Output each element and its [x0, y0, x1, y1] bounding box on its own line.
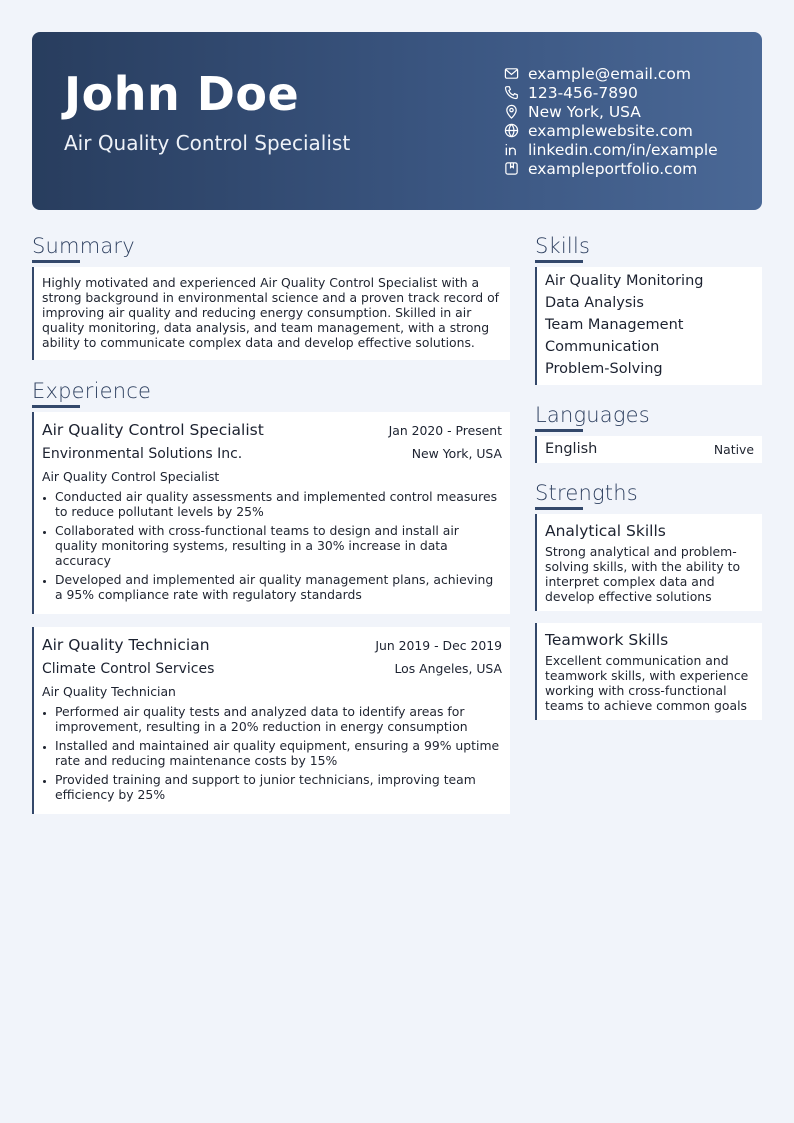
company-name: Environmental Solutions Inc. [42, 446, 243, 462]
bullet-item: • Collaborated with cross-functional teams to design and install air quality monitoring systems, resulting in a 30% increase in data accuracy [55, 523, 502, 568]
job-location: New York, USA [411, 446, 502, 461]
bullet-item: • Installed and maintained air quality equipment, ensuring a 99% uptime rate and reducing maintenance costs by 15% [55, 738, 502, 768]
experience-heading: Experience [32, 379, 152, 403]
job-dates: Jan 2020 - Present [388, 423, 502, 438]
contact-phone-text: 123-456-7890 [528, 83, 638, 102]
experience-item-header [42, 420, 502, 440]
resume-header [32, 32, 762, 210]
company-name: Climate Control Services [42, 661, 215, 677]
contact-location [504, 102, 754, 121]
globe-icon [504, 123, 519, 138]
strength-title: Analytical Skills [545, 522, 666, 540]
contact-website-text: examplewebsite.com [528, 121, 693, 140]
skill-item: Data Analysis [545, 295, 644, 311]
job-bullets [42, 704, 502, 802]
skill-item: Communication [545, 339, 660, 355]
job-subtitle: Air Quality Technician [42, 684, 176, 699]
contact-portfolio-text: exampleportfolio.com [528, 159, 698, 178]
section-underline [535, 429, 583, 432]
bullet-item: • Conducted air quality assessments and implemented control measures to reduce pollutant levels by 25% [55, 489, 502, 519]
contact-linkedin-text: linkedin.com/in/example [528, 140, 718, 159]
contact-linkedin[interactable] [504, 140, 754, 159]
job-dates: Jun 2019 - Dec 2019 [375, 638, 502, 653]
skill-item: Air Quality Monitoring [545, 273, 704, 289]
strengths-heading: Strengths [535, 481, 638, 505]
skill-item: Team Management [545, 317, 684, 333]
experience-section [32, 377, 510, 814]
main-column [32, 232, 510, 814]
experience-item-company-row [42, 660, 502, 678]
contact-phone[interactable] [504, 83, 754, 102]
bullet-item: • Performed air quality tests and analyzed data to identify areas for improvement, resulting in a 20% reduction in energy consumption [55, 704, 502, 734]
job-title: Air Quality Technician [42, 636, 210, 654]
languages-heading: Languages [535, 403, 650, 427]
summary-card [32, 267, 510, 360]
experience-item [32, 412, 510, 614]
contact-portfolio[interactable] [504, 159, 754, 178]
experience-item-header [42, 635, 502, 655]
skills-heading: Skills [535, 234, 591, 258]
strengths-section [535, 479, 762, 720]
mail-icon [504, 66, 519, 81]
strength-description: Strong analytical and problem-solving skills, with the ability to interpret complex data and develop effective solutions [545, 544, 741, 604]
language-name: English [545, 441, 598, 457]
contact-website[interactable] [504, 121, 754, 140]
strength-description: Excellent communication and teamwork skills, with experience working with cross-functional teams to achieve common goals [545, 653, 749, 713]
experience-item [32, 627, 510, 814]
summary-heading: Summary [32, 234, 135, 258]
strength-item [535, 623, 762, 720]
contact-location-text: New York, USA [528, 102, 641, 121]
job-bullets [42, 489, 502, 602]
experience-item-company-row [42, 445, 502, 463]
skill-item: Problem-Solving [545, 361, 663, 377]
candidate-name: John Doe [64, 67, 300, 121]
strength-title: Teamwork Skills [545, 631, 669, 649]
side-column [535, 232, 762, 720]
section-underline [32, 260, 80, 263]
strength-item [535, 514, 762, 611]
contact-email[interactable] [504, 64, 754, 83]
languages-section [535, 401, 762, 463]
language-level: Native [713, 441, 754, 457]
summary-section [32, 232, 510, 360]
phone-icon [504, 85, 519, 100]
portfolio-icon [504, 161, 519, 176]
language-item [535, 436, 762, 463]
job-subtitle: Air Quality Control Specialist [42, 469, 220, 484]
section-underline [535, 260, 583, 263]
section-underline [32, 405, 80, 408]
skills-section [535, 232, 762, 385]
contact-email-text: example@email.com [528, 64, 691, 83]
candidate-role: Air Quality Control Specialist [64, 131, 351, 155]
job-location: Los Angeles, USA [394, 661, 502, 676]
bullet-item: • Developed and implemented air quality management plans, achieving a 95% compliance rate with regulatory standards [55, 572, 502, 602]
contact-list [504, 64, 754, 178]
bullet-item: • Provided training and support to junior technicians, improving team efficiency by 25% [55, 772, 502, 802]
linkedin-icon [504, 142, 519, 157]
location-pin-icon [504, 104, 519, 119]
job-title: Air Quality Control Specialist [42, 421, 264, 439]
skills-card [535, 267, 762, 385]
summary-text: Highly motivated and experienced Air Quality Control Specialist with a strong background in environmental science and a proven track record of improving air quality and reducing energy consumption. Skilled in air quality monitoring, data analysis, and team management, with a strong ability to communicate complex data and develop effective solutions. [42, 275, 500, 350]
section-underline [535, 507, 583, 510]
